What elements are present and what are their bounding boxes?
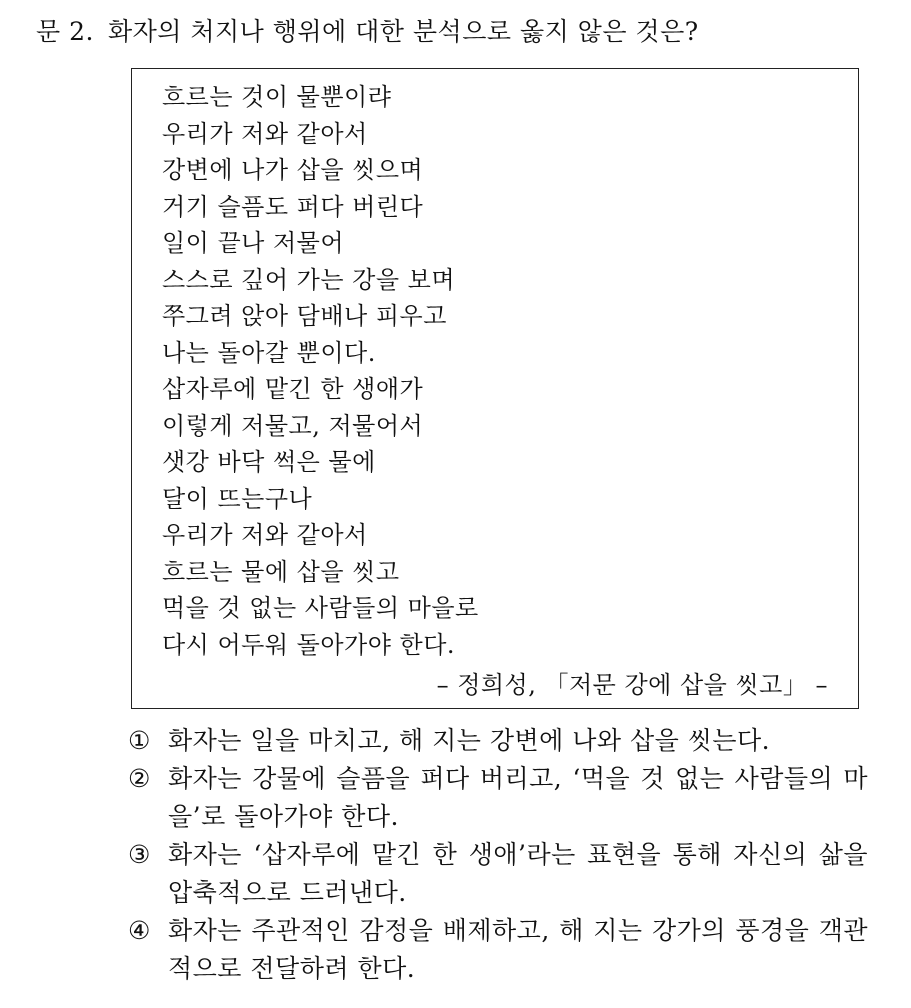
answer-choice-4[interactable] bbox=[128, 912, 868, 988]
choice-text: 화자는 ‘삽자루에 맡긴 한 생애’라는 표현을 통해 자신의 삶을 압축적으로 드러낸다. bbox=[168, 840, 868, 907]
poem-lines bbox=[162, 79, 479, 663]
poem-box bbox=[131, 68, 859, 709]
poem-line: 삽자루에 맡긴 한 생애가 bbox=[162, 375, 424, 403]
choice-text: 화자는 일을 마치고, 해 지는 강변에 나와 삽을 씻는다. bbox=[168, 726, 771, 755]
answer-choice-2[interactable] bbox=[128, 760, 868, 836]
question-number: 문 2. bbox=[36, 17, 94, 46]
choice-marker: ① bbox=[128, 726, 151, 755]
poem-line: 일이 끝나 저물어 bbox=[162, 229, 345, 257]
choice-marker: ② bbox=[128, 764, 151, 793]
poem-source: – 정희성, 「저문 강에 삽을 씻고」 – bbox=[436, 671, 828, 699]
answer-choice-3[interactable] bbox=[128, 836, 868, 912]
poem-line: 샛강 바닥 썩은 물에 bbox=[162, 448, 376, 476]
question-text: 화자의 처지나 행위에 대한 분석으로 옳지 않은 것은? bbox=[107, 17, 699, 46]
poem-line: 먹을 것 없는 사람들의 마을로 bbox=[162, 594, 479, 622]
poem-line: 우리가 저와 같아서 bbox=[162, 119, 368, 148]
choice-marker: ④ bbox=[128, 916, 151, 945]
question-heading bbox=[36, 14, 699, 50]
choice-marker: ③ bbox=[128, 840, 151, 869]
poem-line: 거기 슬픔도 퍼다 버린다 bbox=[162, 192, 424, 221]
poem-line: 쭈그려 앉아 담배나 피우고 bbox=[162, 302, 447, 330]
poem-line: 스스로 깊어 가는 강을 보며 bbox=[162, 265, 456, 294]
poem-line: 강변에 나가 삽을 씻으며 bbox=[162, 156, 424, 184]
poem-line: 다시 어두워 돌아가야 한다. bbox=[162, 630, 456, 659]
answer-choice-1[interactable] bbox=[128, 722, 868, 760]
poem-line: 달이 뜨는구나 bbox=[162, 484, 313, 513]
answer-choices bbox=[128, 722, 868, 988]
poem-line: 흐르는 물에 삽을 씻고 bbox=[162, 557, 400, 586]
choice-text: 화자는 주관적인 감정을 배제하고, 해 지는 강가의 풍경을 객관적으로 전달하려 한다. bbox=[168, 916, 868, 983]
poem-line: 나는 돌아갈 뿐이다. bbox=[162, 338, 376, 367]
choice-text: 화자는 강물에 슬픔을 퍼다 버리고, ‘먹을 것 없는 사람들의 마을’로 돌아가야 한다. bbox=[168, 764, 868, 831]
poem-line: 이렇게 저물고, 저물어서 bbox=[162, 411, 424, 440]
poem-line: 우리가 저와 같아서 bbox=[162, 521, 368, 549]
poem-line: 흐르는 것이 물뿐이랴 bbox=[162, 83, 392, 111]
